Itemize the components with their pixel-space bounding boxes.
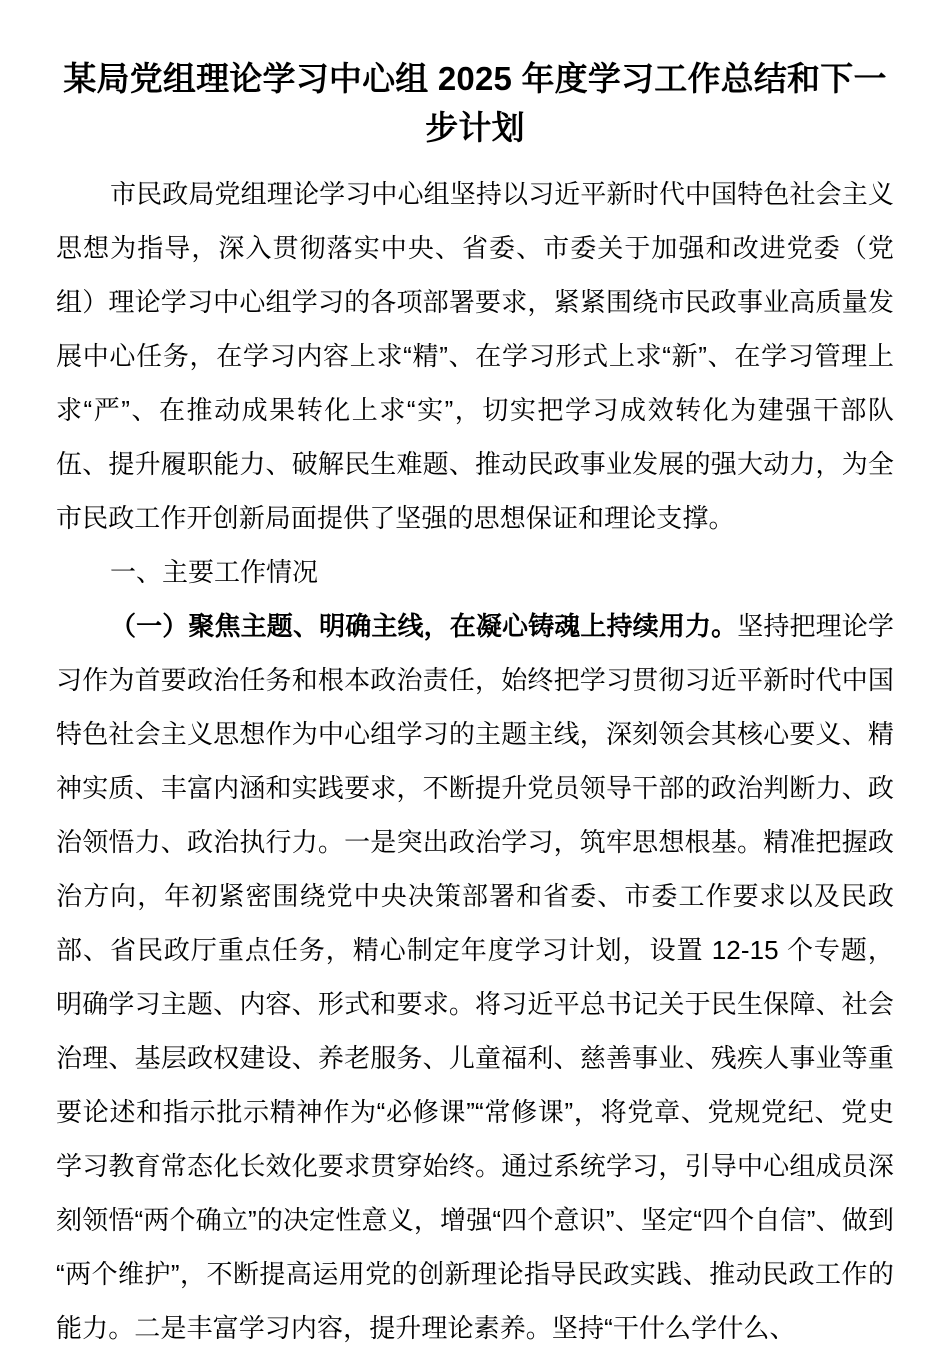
subsection-paragraph-1-1 (56, 599, 894, 1355)
intro-paragraph: 市民政局党组理论学习中心组坚持以习近平新时代中国特色社会主义思想为指导，深入贯彻落实中央、省委、市委关于加强和改进党委（党组）理论学习中心组学习的各项部署要求，紧紧围绕市民政事业高质量发展中心任务，在学习内容上求“精”、在学习形式上求“新”、在学习管理上求“严”、在推动成果转化上求“实”，切实把学习成效转化为建强干部队伍、提升履职能力、破解民生难题、推动民政事业发展的强大动力，为全市民政工作开创新局面提供了坚强的思想保证和理论支撑。 (56, 179, 894, 533)
section-heading-1: 一、主要工作情况 (110, 557, 319, 587)
subsection-bold-lead: （一）聚焦主题、明确主线，在凝心铸魂上持续用力。 (110, 611, 738, 641)
page-title: 某局党组理论学习中心组 2025 年度学习工作总结和下一步计划 (63, 60, 887, 146)
subsection-body-text: 坚持把理论学习作为首要政治任务和根本政治责任，始终把学习贯彻习近平新时代中国特色社会主义思想作为中心组学习的主题主线，深刻领会其核心要义、精神实质、丰富内涵和实践要求，不断提升党员领导干部的政治判断力、政治领悟力、政治执行力。一是突出政治学习，筑牢思想根基。精准把握政治方向，年初紧密围绕党中央决策部署和省委、市委工作要求以及民政部、省民政厅重点任务，精心制定年度学习计划，设置 12-15 个专题，明确学习主题、内容、形式和要求。将习近平总书记关于民生保障、社会治理、基层政权建设、养老服务、儿童福利、慈善事业、残疾人事业等重要论述和指示批示精神作为“必修课”“常修课”，将党章、党规党纪、党史学习教育常态化长效化要求贯穿始终。通过系统学习，引导中心组成员深刻领悟“两个确立”的决定性意义，增强“四个意识”、坚定“四个自信”、做到“两个维护”，不断提高运用党的创新理论指导民政实践、推动民政工作的能力。二是丰富学习内容，提升理论素养。坚持“干什么学什么、 (56, 611, 894, 1343)
document-content (56, 54, 894, 1355)
